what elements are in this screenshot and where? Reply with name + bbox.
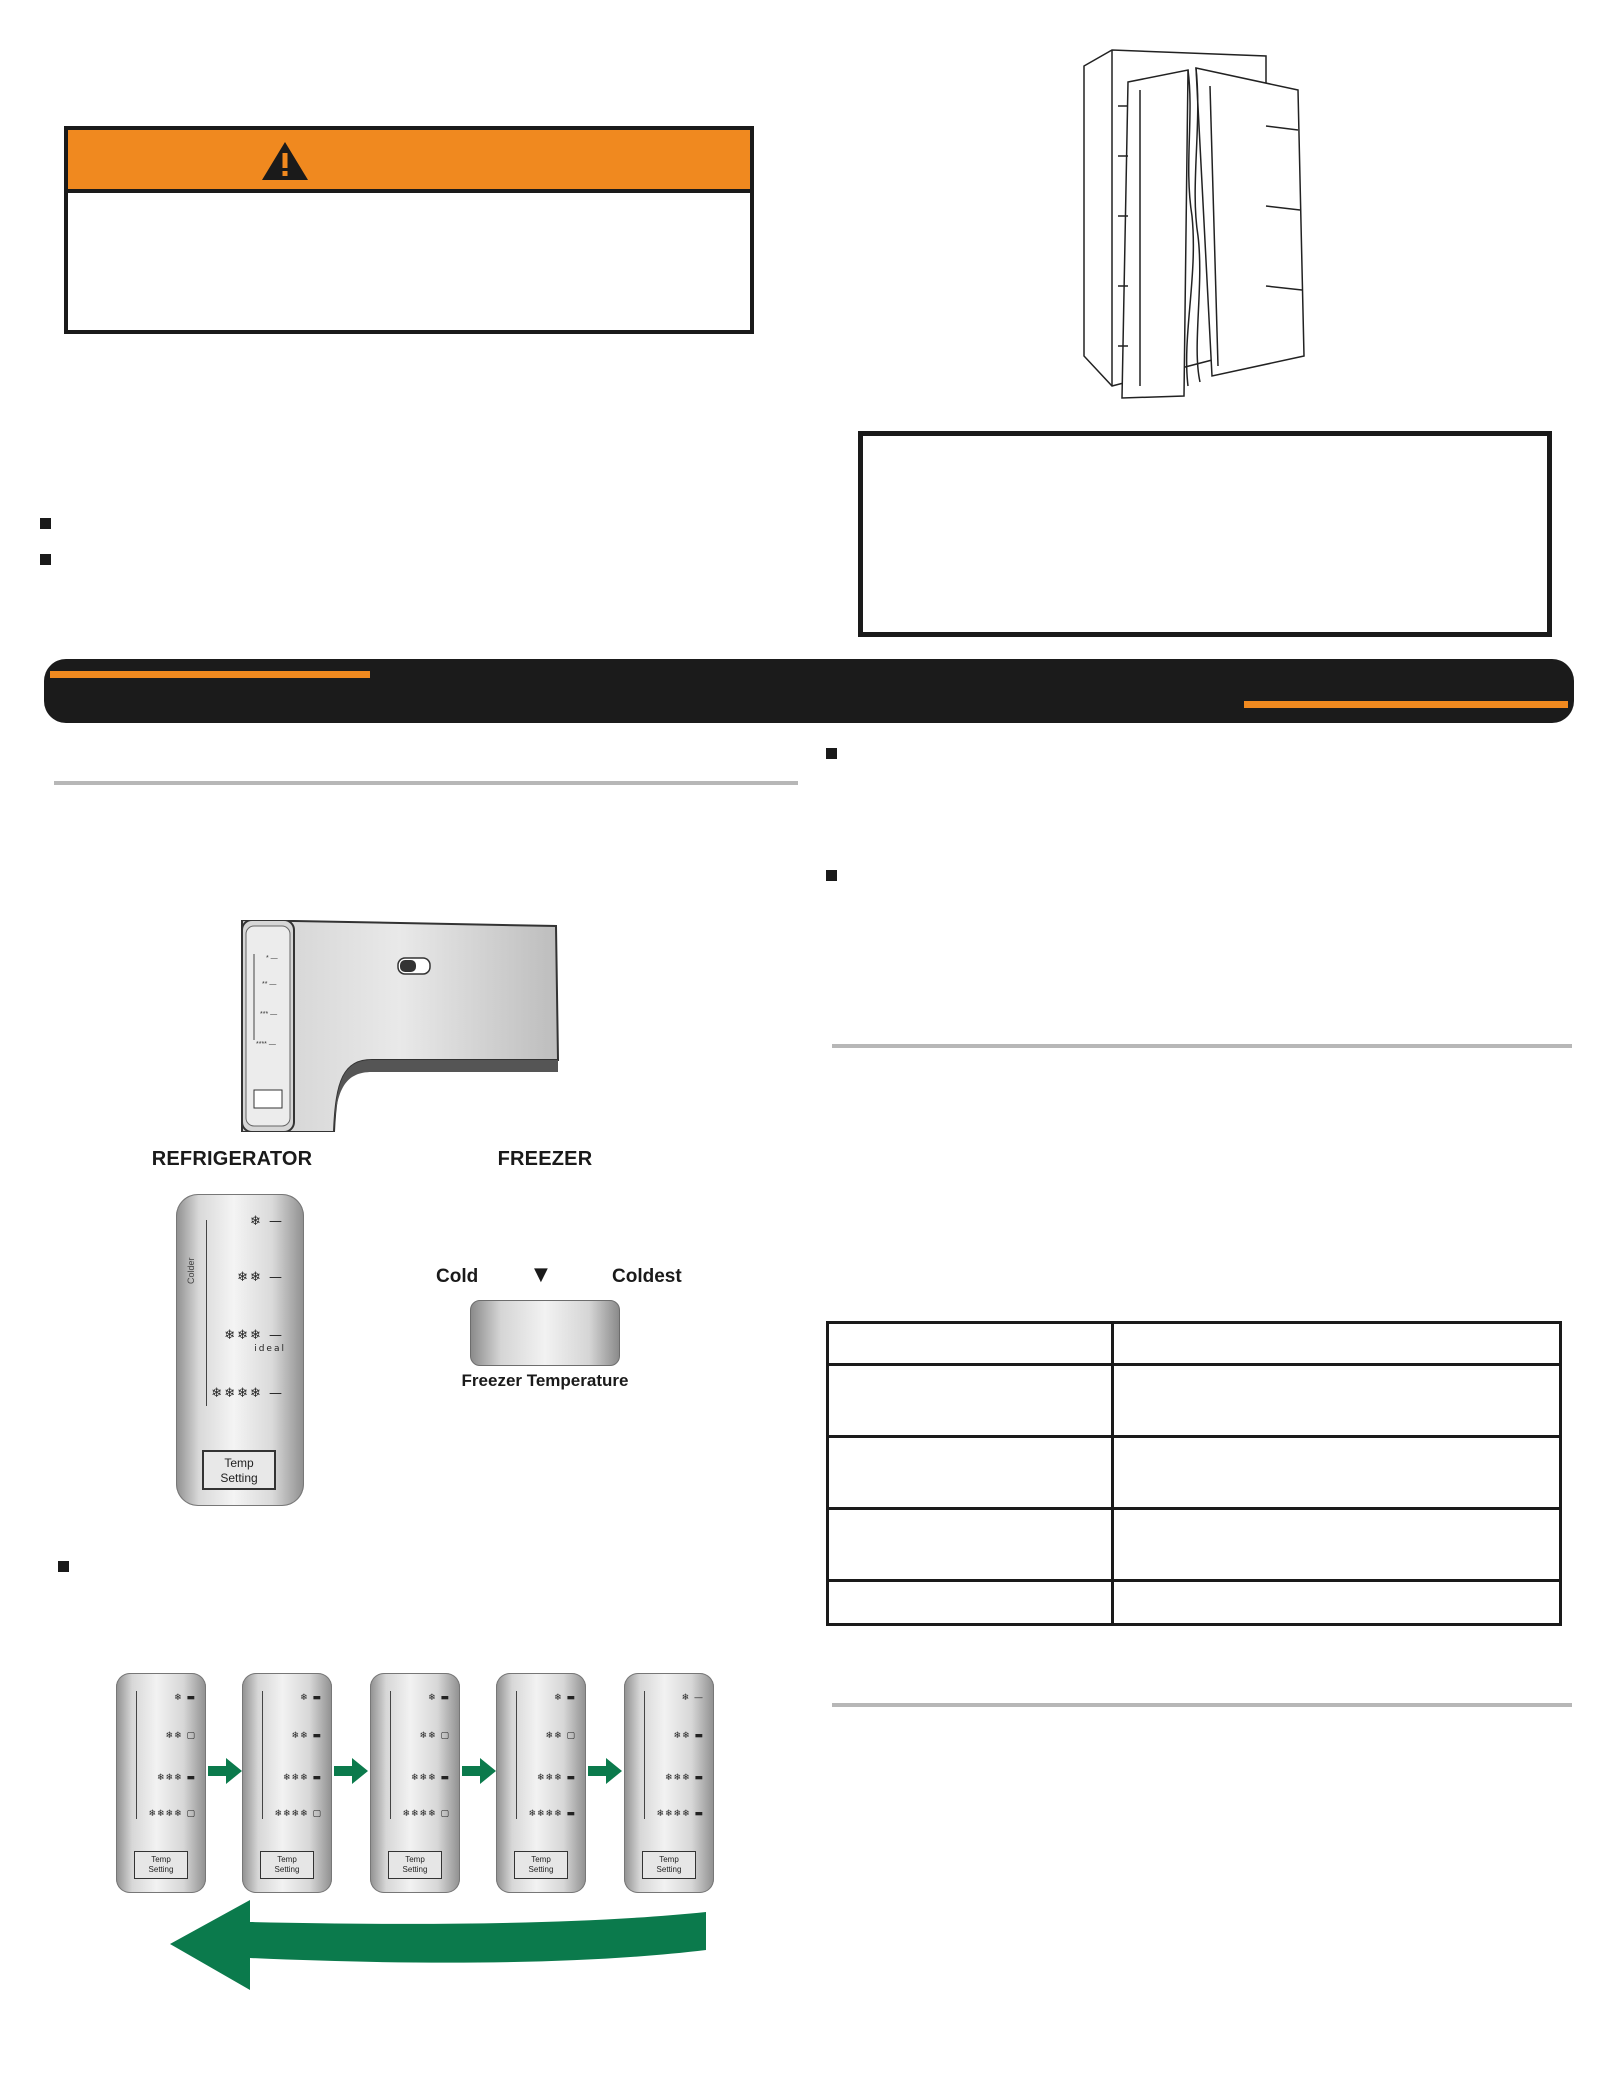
colder-scale-label: Colder: [186, 1257, 196, 1284]
temp-panel-step-1: ❄ ▬ ❄❄ ▢ ❄❄❄ ▬ ❄❄❄❄ ▢ Temp Setting: [116, 1673, 206, 1893]
table-row: [828, 1509, 1561, 1581]
settings-table: [826, 1321, 1562, 1626]
level-indicator-1: ❄ —: [249, 1214, 284, 1229]
svg-text:** —: ** —: [262, 981, 277, 988]
table-row: [828, 1581, 1561, 1625]
temp-panel-step-4: ❄ ▬ ❄❄ ▢ ❄❄❄ ▬ ❄❄❄❄ ▬ Temp Setting: [496, 1673, 586, 1893]
freezer-temperature-slider[interactable]: [470, 1300, 620, 1366]
svg-text:**** —: **** —: [256, 1041, 276, 1048]
right-arrow-icon: [462, 1758, 496, 1784]
freezer-label: FREEZER: [497, 1148, 593, 1170]
temp-panel-step-2: ❄ ▬ ❄❄ ▬ ❄❄❄ ▬ ❄❄❄❄ ▢ Temp Setting: [242, 1673, 332, 1893]
level-indicator-3: ❄❄❄ —: [224, 1328, 284, 1343]
temp-panel-step-3: ❄ ▬ ❄❄ ▢ ❄❄❄ ▬ ❄❄❄❄ ▢ Temp Setting: [370, 1673, 460, 1893]
table-row: [828, 1323, 1561, 1365]
scale-line: [206, 1220, 207, 1406]
freezer-setting-arrow-icon: ▼: [534, 1264, 548, 1285]
refrigerator-temperature-panel: [176, 1194, 304, 1506]
freezer-temperature-caption: Freezer Temperature: [461, 1371, 629, 1390]
band-accent-right: [1244, 701, 1568, 708]
side-by-side-refrigerator-illustration: [1070, 46, 1320, 406]
section-divider: [832, 1044, 1572, 1048]
level-indicator-4: ❄❄❄❄ —: [211, 1386, 284, 1401]
warning-header: [68, 130, 750, 193]
section-divider: [54, 781, 798, 785]
control-panel-housing-illustration: [232, 920, 562, 1132]
bullet: [58, 1561, 69, 1572]
svg-text:* —: * —: [266, 955, 278, 962]
temp-setting-button[interactable]: [202, 1450, 276, 1490]
svg-text:*** —: *** —: [260, 1011, 278, 1018]
right-arrow-icon: [334, 1758, 368, 1784]
bullet: [40, 518, 51, 529]
level-indicator-2: ❄❄ —: [237, 1270, 284, 1285]
band-accent-left: [50, 671, 370, 678]
right-arrow-icon: [208, 1758, 242, 1784]
table-row: [828, 1437, 1561, 1509]
freezer-coldest-label: Coldest: [612, 1266, 682, 1287]
notice-box: [858, 431, 1552, 637]
temp-setting-line1: Temp: [224, 1456, 254, 1470]
temp-setting-line2: Setting: [220, 1471, 258, 1485]
freezer-cold-label: Cold: [436, 1266, 479, 1287]
right-arrow-icon: [588, 1758, 622, 1784]
section-divider: [832, 1703, 1572, 1707]
warning-box: [64, 126, 754, 334]
bullet: [826, 870, 837, 881]
table-row: [828, 1365, 1561, 1437]
curved-return-arrow-icon: [170, 1900, 710, 1990]
section-header-band: [44, 659, 1574, 723]
refrigerator-label: REFRIGERATOR: [151, 1148, 313, 1170]
bullet: [826, 748, 837, 759]
warning-triangle-icon: [260, 140, 310, 182]
temp-panel-step-5: ❄ — ❄❄ ▬ ❄❄❄ ▬ ❄❄❄❄ ▬ Temp Setting: [624, 1673, 714, 1893]
bullet: [40, 554, 51, 565]
ideal-label: ideal: [254, 1344, 286, 1354]
